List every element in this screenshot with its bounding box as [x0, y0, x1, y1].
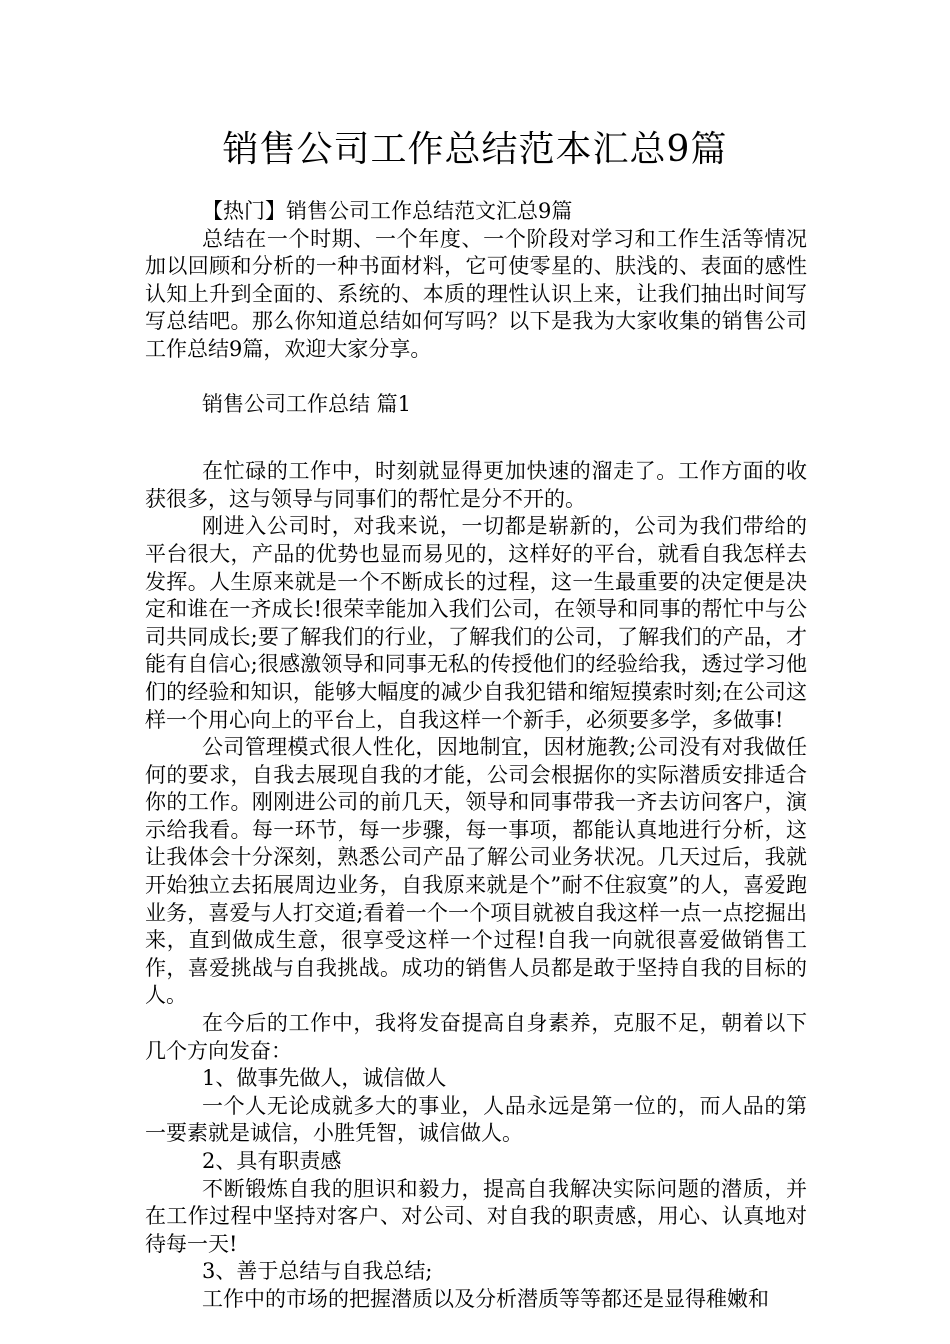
- spacer: [145, 364, 807, 391]
- list-heading: 3、善于总结与自我总结;: [202, 1259, 433, 1284]
- spacer: [145, 418, 807, 458]
- body-paragraph: 公司管理模式很人性化，因地制宜，因材施教;公司没有对我做任何的要求，自我去展现自我的才能，公司会根据你的实际潜质安排适合你的工作。刚刚进公司的前几天，领导和同事带我一齐去访问客户，演示给我看。每一环节，每一步骤，每一事项，都能认真地进行分析，这让我体会十分深刻，熟悉公司产品了解公司业务状况。几天过后，我就开始独立去拓展周边业务，自我原来就是个”耐不住寂寞”的人，喜爱跑业务，喜爱与人打交道;看着一个一个项目就被自我这样一点一点挖掘出来，直到做成生意，很享受这样一个过程!自我一向就很喜爱做销售工作，喜爱挑战与自我挑战。成功的销售人员都是敢于坚持自我的目标的人。: [145, 735, 807, 1008]
- document-title: 销售公司工作总结范本汇总9篇: [222, 129, 728, 170]
- section-heading: 销售公司工作总结 篇1: [202, 391, 412, 416]
- body-paragraph: 不断锻炼自我的胆识和毅力，提高自我解决实际问题的潜质，并在工作过程中坚持对客户、对公司、对自我的职责感，用心、认真地对待每一天!: [145, 1176, 807, 1256]
- body-paragraph: 刚进入公司时，对我来说，一切都是崭新的，公司为我们带给的平台很大，产品的优势也显而易见的，这样好的平台，就看自我怎样去发挥。人生原来就是一个不断成长的过程，这一生最重要的决定便是决定和谁在一齐成长!很荣幸能加入我们公司，在领导和同事的帮忙中与公司共同成长;要了解我们的行业，了解我们的公司，了解我们的产品，才能有自信心;很感激领导和同事无私的传授他们的经验给我，透过学习他们的经验和知识，能够大幅度的减少自我犯错和缩短摸索时刻;在公司这样一个用心向上的平台上，自我这样一个新手，必须要多学，多做事!: [145, 514, 807, 732]
- body-paragraph: 一个人无论成就多大的事业，人品永远是第一位的，而人品的第一要素就是诚信，小胜凭智，诚信做人。: [145, 1093, 807, 1146]
- list-heading: 2、具有职责感: [202, 1149, 342, 1173]
- body-paragraph: 在忙碌的工作中，时刻就显得更加快速的溜走了。工作方面的收获很多，这与领导与同事们的帮忙是分不开的。: [145, 459, 807, 511]
- body-paragraph: 在今后的工作中，我将发奋提高自身素养，克服不足，朝着以下几个方向发奋：: [145, 1011, 807, 1063]
- body-paragraph: 工作中的市场的把握潜质以及分析潜质等等都还是显得稚嫩和: [202, 1286, 769, 1311]
- document-body: [145, 198, 807, 1314]
- list-heading: 1、做事先做人，诚信做人: [202, 1066, 447, 1091]
- intro-paragraph: 总结在一个时期、一个年度、一个阶段对学习和工作生活等情况加以回顾和分析的一种书面材料，它可使零星的、肤浅的、表面的感性认知上升到全面的、系统的、本质的理性认识上来，让我们抽出时间写写总结吧。那么你知道总结如何写吗？以下是我为大家收集的销售公司工作总结9篇，欢迎大家分享。: [145, 226, 807, 361]
- intro-heading: 【热门】销售公司工作总结范文汇总9篇: [202, 199, 573, 223]
